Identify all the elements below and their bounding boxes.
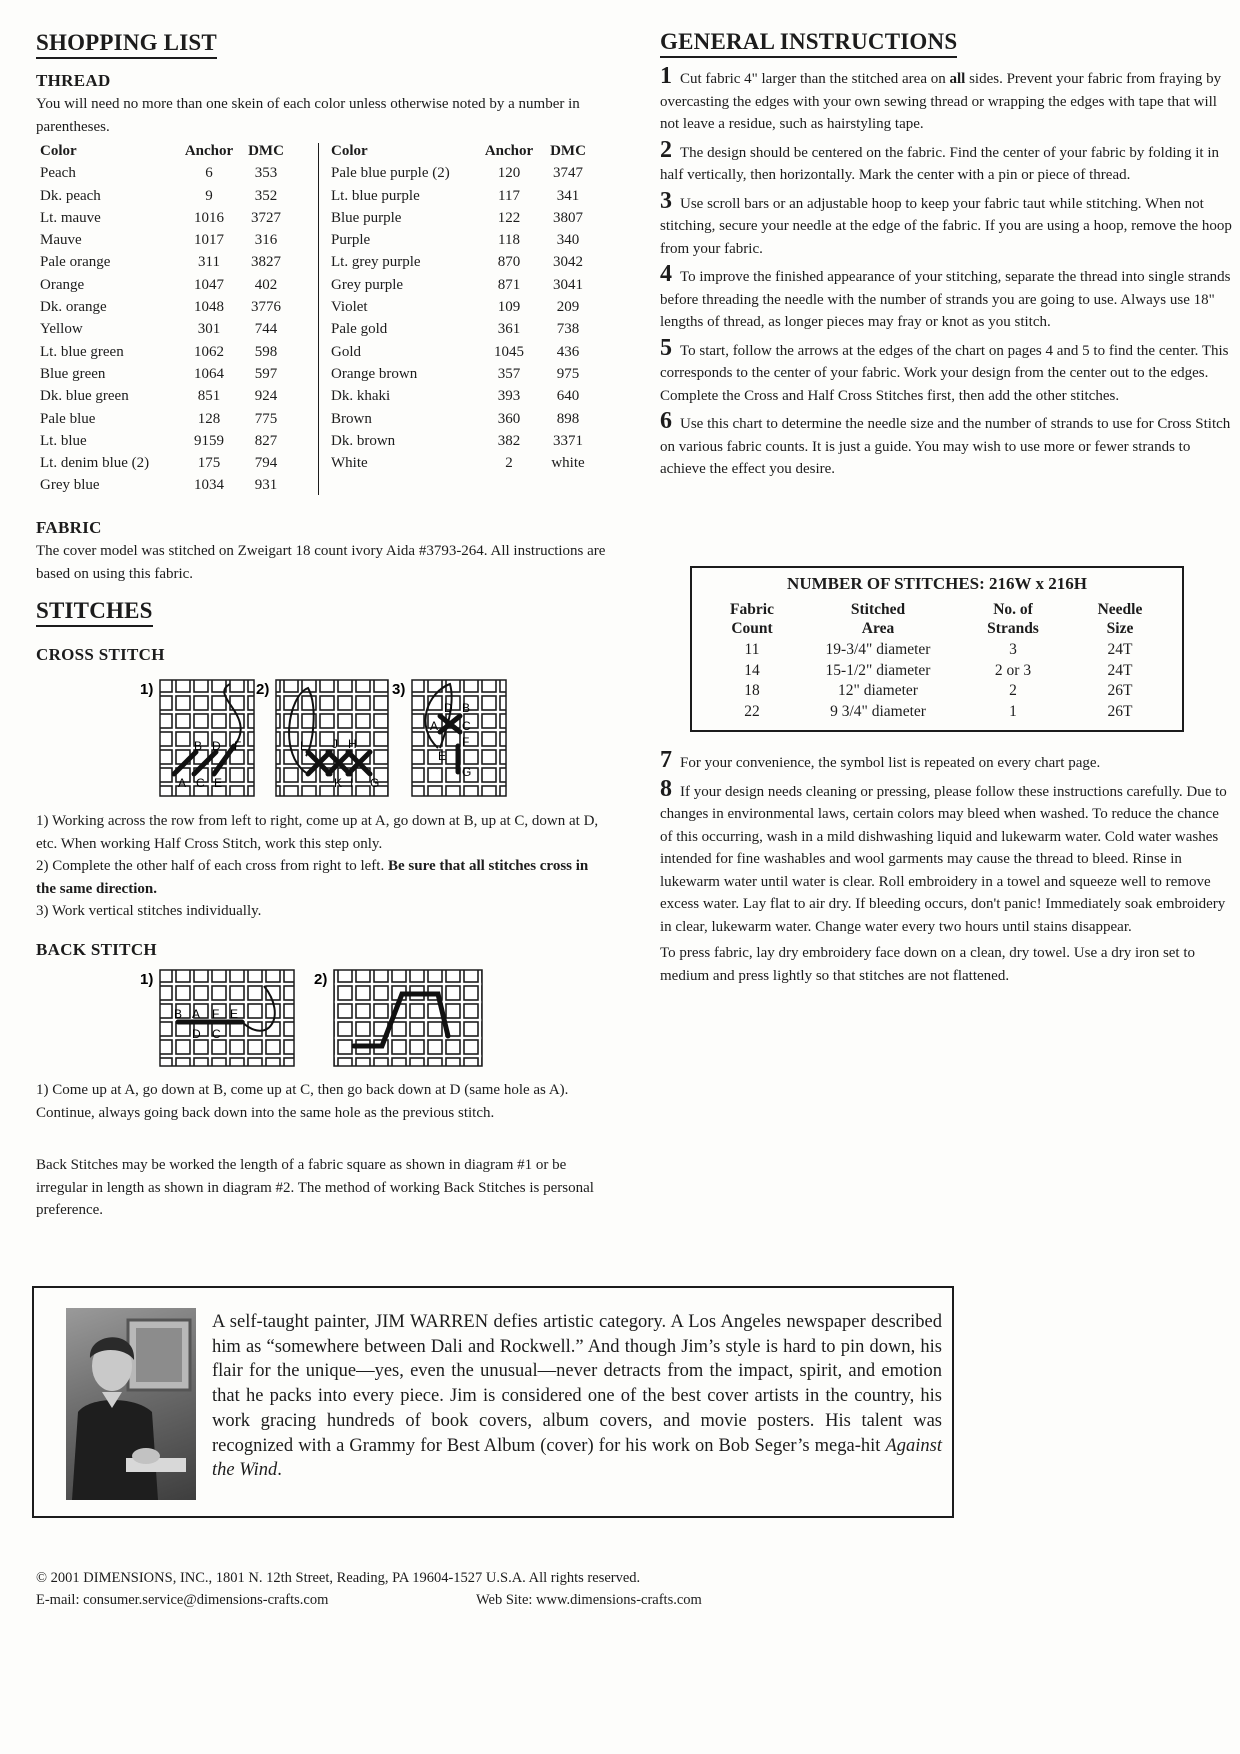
thread-row <box>40 408 294 430</box>
svg-text:A: A <box>192 1007 201 1021</box>
svg-text:D: D <box>444 701 453 715</box>
stitches-section <box>36 598 153 627</box>
thread-dmc: 353 <box>254 165 278 182</box>
thread-row <box>40 296 294 318</box>
thread-row <box>40 274 294 296</box>
thread-anchor: 6 <box>205 165 213 182</box>
thread-anchor: 1064 <box>194 365 224 382</box>
thread-color: Lt. denim blue (2) <box>40 455 150 472</box>
svg-text:K: K <box>334 776 343 790</box>
thread-anchor: 9 <box>205 187 213 204</box>
instruction-item-6: 6 Use this chart to determine the needle size and the number of strands to use for Cross Stitch on various fabric counts. It is just a guide. You may wish to use more or fewer strands to achieve the effect you desire. <box>660 408 1231 477</box>
stitch-table-header-line-2: Count Area Strands Size <box>731 620 1134 637</box>
svg-text:I: I <box>350 776 354 790</box>
thread-dmc: 402 <box>254 276 278 293</box>
thread-anchor: 120 <box>497 165 521 182</box>
thread-color: Grey purple <box>331 276 404 293</box>
svg-text:B: B <box>174 1007 183 1021</box>
svg-text:D: D <box>192 1027 201 1041</box>
thread-color: White <box>331 455 368 472</box>
thread-row <box>331 430 595 452</box>
press-text: To press fabric, lay dry embroidery face down on a clean, dry towel. Use a dry iron set to medium and press lightly so that stitches are not flattened. <box>660 945 1196 984</box>
instruction-number: 4 <box>660 261 672 287</box>
cross-diagram-label-2: 2) <box>256 681 270 698</box>
thread-dmc: 3042 <box>553 254 583 271</box>
thread-dmc: 598 <box>254 343 278 360</box>
thread-table-right <box>331 140 595 474</box>
thread-color: Gold <box>331 343 361 360</box>
artist-bio-box <box>32 1286 954 1518</box>
thread-color: Violet <box>331 299 368 316</box>
thread-row <box>331 162 595 184</box>
cross-diagram-label-3: 3) <box>392 681 406 698</box>
instruction-number: 2 <box>660 136 672 163</box>
fabric-text: The cover model was stitched on Zweigart 18 count ivory Aida #3793-264. All instructions are based on using this fabric. <box>36 543 606 582</box>
thread-dmc: 924 <box>254 388 278 405</box>
thread-color: Dk. brown <box>331 432 396 449</box>
thread-anchor: 122 <box>497 209 521 226</box>
thread-table-divider <box>318 143 319 495</box>
general-instructions-heading: GENERAL INSTRUCTIONS <box>660 29 957 58</box>
svg-text:F: F <box>234 739 242 753</box>
thread-table-left <box>40 140 294 497</box>
footer-website: Web Site: www.dimensions-crafts.com <box>476 1592 702 1608</box>
svg-text:D: D <box>212 739 221 753</box>
stitch-table-row: 11 19-3/4" diameter 3 24T <box>744 641 1133 658</box>
thread-row <box>40 162 294 184</box>
instruction-item-2: 2 The design should be centered on the fabric. Find the center of your fabric by folding it in half vertically, then horizontally. Mark the center with a pin or piece of thread. <box>660 136 1220 183</box>
svg-text:C: C <box>196 776 205 790</box>
instruction-item-5: 5 To start, follow the arrows at the edges of the chart on pages 4 and 5 to find the center. This corresponds to the center of your fabric. Work your design from the center out to the edges. Complete the Cross and Half Cross Stitches first, then add the other stitches. <box>660 334 1229 404</box>
thread-anchor: 1062 <box>194 343 224 360</box>
thread-dmc: 794 <box>254 455 278 472</box>
thread-row <box>331 385 595 407</box>
thread-dmc: 640 <box>556 388 580 405</box>
instruction-list-continued <box>660 747 1234 987</box>
instruction-number: 1 <box>660 63 672 89</box>
thread-anchor: 175 <box>197 455 221 472</box>
thread-anchor: 851 <box>197 388 221 405</box>
thread-dmc: 931 <box>254 477 278 494</box>
thread-color: Dk. orange <box>40 299 107 316</box>
thread-color: Pale blue <box>40 410 96 427</box>
thread-color: Pale gold <box>331 321 388 338</box>
thread-dmc: 775 <box>254 410 278 427</box>
thread-dmc: 3041 <box>553 276 583 293</box>
thread-row <box>331 318 595 340</box>
thread-anchor: 128 <box>197 410 221 427</box>
thread-color: Lt. blue <box>40 432 87 449</box>
thread-row <box>331 274 595 296</box>
svg-text:F: F <box>212 1007 220 1021</box>
svg-text:J: J <box>332 737 338 751</box>
thread-row <box>40 185 294 207</box>
thread-color: Lt. blue purple <box>331 187 420 204</box>
svg-text:A: A <box>178 776 187 790</box>
thread-anchor: 2 <box>505 455 513 472</box>
thread-color: Lt. blue green <box>40 343 124 360</box>
cross-step-1: 1) Working across the row from left to right, come up at A, go down at B, up at C, down at D, etc. When working Half Cross Stitch, work this step only. <box>36 813 599 852</box>
cross-diagram-label-1: 1) <box>140 681 154 698</box>
thread-row <box>331 296 595 318</box>
thread-table-header: Color Anchor DMC <box>40 143 284 159</box>
thread-color: Pale orange <box>40 254 111 271</box>
instruction-item-7: 7 For your convenience, the symbol list is repeated on every chart page. <box>660 747 1101 773</box>
cross-step-3: 3) Work vertical stitches individually. <box>36 903 262 919</box>
thread-color: Orange <box>40 276 85 293</box>
thread-color: Pale blue purple (2) <box>331 165 450 182</box>
thread-anchor: 393 <box>497 388 521 405</box>
stitches-heading: STITCHES <box>36 598 153 627</box>
svg-text:C: C <box>212 1027 221 1041</box>
thread-heading: THREAD <box>36 71 111 90</box>
thread-row <box>40 385 294 407</box>
instruction-item-8: 8 If your design needs cleaning or pressing, please follow these instructions carefully. Due to changes in environmental laws, certain colors may bleed when washed. To reduce the chance of this occurring, wash in a mild dishwashing liquid and lukewarm water. Cold water washes intended for fine washables and wool garments may cause the thread to bleed. Rinse in lukewarm water until water is clear. Roll embroidery in a towel and squeeze well to remove excess water. Lay flat to air dry. If bleeding occurs, don't panic! Immediately soak embroidery in clear, lukewarm water. Change water every two hours until stains disappear. <box>660 775 1227 935</box>
thread-table-header: Color Anchor DMC <box>331 143 586 159</box>
thread-row <box>40 341 294 363</box>
thread-color: Grey blue <box>40 477 100 494</box>
svg-text:E: E <box>214 776 223 790</box>
cross-step-2: 2) Complete the other half of each cross from right to left. Be sure that all stitches cross in the same direction. <box>36 858 589 897</box>
thread-color: Dk. khaki <box>331 388 391 405</box>
thread-anchor: 357 <box>497 365 521 382</box>
thread-dmc: 341 <box>556 187 580 204</box>
thread-color: Blue green <box>40 365 106 382</box>
thread-row <box>331 229 595 251</box>
thread-anchor: 9159 <box>194 432 224 449</box>
footer-email: E-mail: consumer.service@dimensions-crafts.com <box>36 1592 329 1608</box>
thread-color: Brown <box>331 410 372 427</box>
stitch-table-row: 14 15-1/2" diameter 2 or 3 24T <box>744 661 1133 679</box>
thread-row <box>40 229 294 251</box>
instruction-item-1: 1 Cut fabric 4" larger than the stitched area on all sides. Prevent your fabric from fraying by overcasting the edges with your own sewing thread or wrapping the edges with tape that will not leave a residue, such as hairstyling tape. <box>660 63 1222 132</box>
instruction-number: 8 <box>660 775 672 802</box>
thread-row <box>331 185 595 207</box>
thread-anchor: 1017 <box>194 232 224 249</box>
artist-bio-text: A self-taught painter, JIM WARREN defies artistic category. A Los Angeles newspaper described him as “somewhere between Dali and Rockwell.” And though Jim’s style is hard to pin down, his flair for the unique—yes, even the unusual—never detracts from the impact, spirit, and emotion that he packs into every piece. Jim is considered one of the best cover artists in the country, his work gracing hundreds of book covers, album covers, and movie posters. His talent was recognized with a Grammy for Best Album (cover) for his work on Bob Seger’s mega-hit Against the Wind. <box>212 1312 942 1481</box>
thread-dmc: 3727 <box>251 209 281 226</box>
thread-dmc: 3776 <box>251 299 281 316</box>
thread-anchor: 1034 <box>194 477 224 494</box>
fabric-heading: FABRIC <box>36 518 102 537</box>
thread-dmc: 436 <box>556 343 580 360</box>
instruction-list <box>660 63 1234 485</box>
cross-stitch-diagrams <box>138 676 518 802</box>
svg-text:A: A <box>430 719 439 733</box>
back-stitch-diagrams <box>138 966 498 1070</box>
thread-anchor: 1016 <box>194 209 224 226</box>
thread-color: Peach <box>40 165 76 182</box>
copyright-line: © 2001 DIMENSIONS, INC., 1801 N. 12th Street, Reading, PA 19604-1527 U.S.A. All rights reserved. <box>36 1570 641 1586</box>
thread-dmc: 744 <box>254 321 278 338</box>
svg-text:H: H <box>348 737 357 751</box>
artist-photo <box>66 1308 196 1500</box>
thread-anchor: 1048 <box>194 299 224 316</box>
thread-row <box>331 363 595 385</box>
thread-color: Purple <box>331 232 371 249</box>
thread-anchor: 360 <box>497 410 521 427</box>
back-note: Back Stitches may be worked the length of a fabric square as shown in diagram #1 or be irregular in length as shown in diagram #2. The method of working Back Stitches is personal preference. <box>36 1157 594 1218</box>
thread-anchor: 311 <box>198 254 220 271</box>
thread-dmc: white <box>551 455 585 472</box>
svg-text:B: B <box>194 739 203 753</box>
thread-row <box>40 318 294 340</box>
svg-text:F: F <box>462 735 470 749</box>
thread-color: Dk. peach <box>40 187 101 204</box>
instruction-number: 7 <box>660 747 672 773</box>
general-instructions-section <box>660 29 957 58</box>
thread-dmc: 3371 <box>553 432 583 449</box>
thread-dmc: 209 <box>556 299 580 316</box>
shopping-list-heading: SHOPPING LIST <box>36 30 217 59</box>
thread-anchor: 870 <box>497 254 521 271</box>
thread-row <box>40 430 294 452</box>
thread-row <box>331 207 595 229</box>
thread-color: Blue purple <box>331 209 402 226</box>
back-diagram-label-1: 1) <box>140 971 154 988</box>
thread-intro: You will need no more than one skein of each color unless otherwise noted by a number in parentheses. <box>36 96 580 135</box>
thread-dmc: 898 <box>556 410 580 427</box>
cross-diagram-3 <box>412 680 506 796</box>
thread-dmc: 597 <box>254 365 278 382</box>
thread-anchor: 118 <box>498 232 520 249</box>
instruction-number: 3 <box>660 187 672 214</box>
thread-row <box>40 251 294 273</box>
thread-color: Yellow <box>40 321 83 338</box>
thread-dmc: 340 <box>556 232 580 249</box>
svg-text:G: G <box>462 765 472 779</box>
back-diagram-label-2: 2) <box>314 971 328 988</box>
thread-color: Mauve <box>40 232 82 249</box>
back-diagram-2 <box>334 970 482 1066</box>
svg-text:B: B <box>462 701 471 715</box>
thread-row <box>331 341 595 363</box>
stitch-table-header-line-1: Fabric Stitched No. of Needle <box>730 601 1143 618</box>
instruction-item-3: 3 Use scroll bars or an adjustable hoop to keep your fabric taut while stitching. When not stitching, secure your needle at the edge of the fabric. If you are using a hoop, remove the hoop from your fabric. <box>660 187 1232 257</box>
stitch-count-table <box>690 566 1184 732</box>
thread-anchor: 1045 <box>494 343 524 360</box>
stitch-table-title: NUMBER OF STITCHES: 216W x 216H <box>787 574 1087 593</box>
thread-anchor: 117 <box>498 187 520 204</box>
stitch-table-row: 18 12" diameter 2 26T <box>744 682 1133 699</box>
thread-dmc: 3747 <box>553 165 583 182</box>
thread-anchor: 1047 <box>194 276 224 293</box>
shopping-list-section <box>36 30 217 59</box>
thread-anchor: 301 <box>197 321 221 338</box>
thread-color: Lt. grey purple <box>331 254 421 271</box>
thread-dmc: 352 <box>254 187 278 204</box>
thread-dmc: 3807 <box>553 209 583 226</box>
thread-color: Dk. blue green <box>40 388 129 405</box>
svg-text:G: G <box>370 776 380 790</box>
thread-anchor: 109 <box>497 299 521 316</box>
stitch-table-row: 22 9 3/4" diameter 1 26T <box>744 702 1133 720</box>
thread-row <box>40 363 294 385</box>
thread-dmc: 827 <box>254 432 278 449</box>
thread-anchor: 871 <box>497 276 521 293</box>
back-stitch-heading: BACK STITCH <box>36 940 157 959</box>
thread-row <box>40 452 294 474</box>
thread-row <box>40 207 294 229</box>
thread-anchor: 382 <box>497 432 521 449</box>
svg-text:L: L <box>300 739 307 753</box>
svg-text:E: E <box>438 749 447 763</box>
thread-row <box>331 408 595 430</box>
thread-dmc: 738 <box>556 321 580 338</box>
thread-row <box>331 251 595 273</box>
thread-color: Lt. mauve <box>40 209 101 226</box>
thread-dmc: 3827 <box>251 254 281 271</box>
svg-text:C: C <box>462 719 471 733</box>
thread-anchor: 361 <box>497 321 521 338</box>
instruction-number: 5 <box>660 334 672 361</box>
svg-text:E: E <box>230 1007 239 1021</box>
thread-dmc: 316 <box>254 232 278 249</box>
instruction-number: 6 <box>660 408 672 434</box>
instruction-item-4: 4 To improve the finished appearance of your stitching, separate the thread into single strands before threading the needle with the number of strands you are going to use. Always use 18" lengths of thread, as longer pieces may fray or knot as you stitch. <box>660 261 1231 330</box>
thread-color: Orange brown <box>331 365 418 382</box>
thread-row <box>40 474 294 496</box>
cross-stitch-heading: CROSS STITCH <box>36 645 165 664</box>
thread-row <box>331 452 595 474</box>
thread-dmc: 975 <box>556 365 580 382</box>
back-step-1: 1) Come up at A, go down at B, come up at C, then go back down at D (same hole as A). Continue, always going back down into the same hole as the previous stitch. <box>36 1082 569 1121</box>
